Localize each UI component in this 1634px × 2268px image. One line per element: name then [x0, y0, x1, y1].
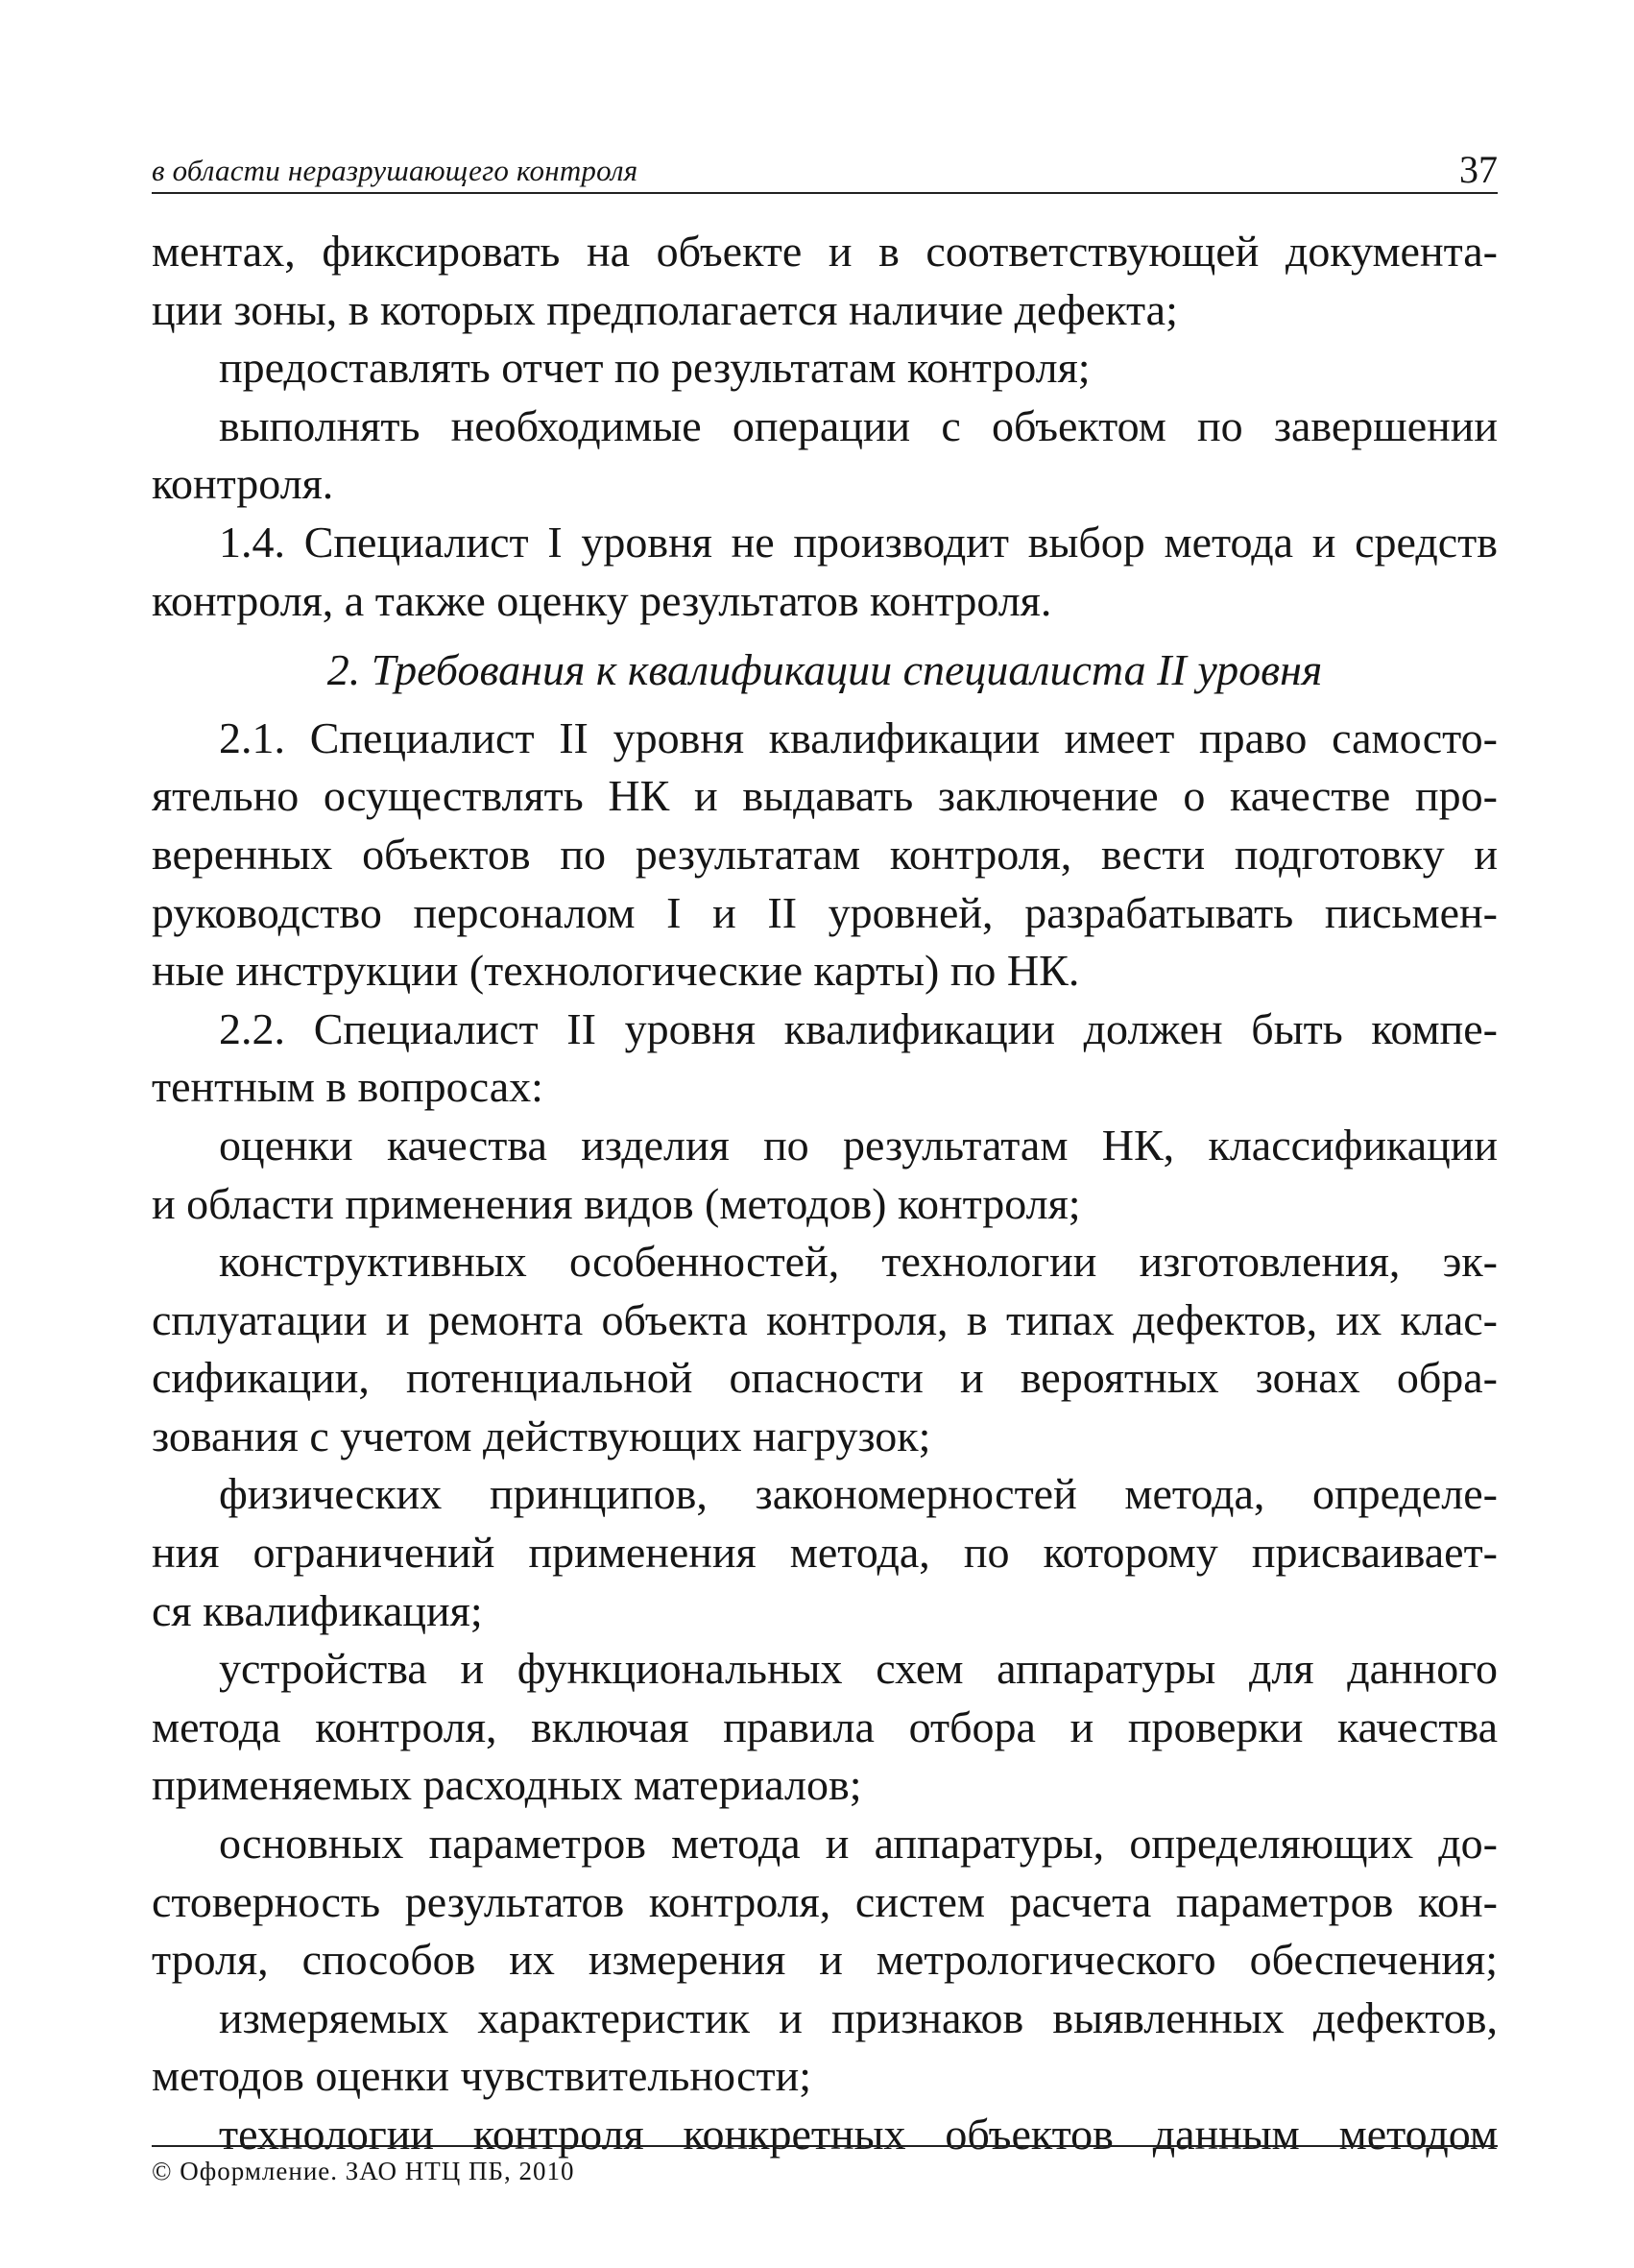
- page-footer: [152, 2145, 1498, 2186]
- text-line: устройства и функциональных схем аппаратуры для данного: [219, 1644, 1498, 1694]
- text-line: конструктивных особенностей, технологии изготовления, эк-: [219, 1237, 1498, 1287]
- text-line: троля, способов их измерения и метрологического обеспечения;: [152, 1935, 1498, 1985]
- text-line: выполнять необходимые операции с объектом по завершении: [219, 400, 1498, 450]
- text-line: предоставлять отчет по результатам контроля;: [219, 343, 1091, 393]
- text-line: ятельно осуществлять НК и выдавать заключение о качестве про-: [152, 771, 1498, 821]
- text-line: ментах, фиксировать на объекте и в соответствующей документа-: [152, 227, 1498, 276]
- page-body: [152, 223, 1498, 2164]
- text-line: тентным в вопросах:: [152, 1062, 543, 1112]
- text-line: контроля.: [152, 459, 334, 509]
- text-line: применяемых расходных материалов;: [152, 1760, 862, 1810]
- text-line: измеряемых характеристик и признаков выявленных дефектов,: [219, 1992, 1498, 2042]
- text-line: сификации, потенциальной опасности и вероятных зонах обра-: [152, 1353, 1498, 1403]
- text-line: физических принципов, закономерностей метода, определе-: [219, 1469, 1498, 1519]
- page-header: [152, 144, 1498, 194]
- text-line: оценки качества изделия по результатам НК, классификации: [219, 1120, 1498, 1170]
- text-line: технологии контроля конкретных объектов данным методом: [219, 2110, 1498, 2159]
- text-line: ния ограничений применения метода, по которому присваивает-: [152, 1528, 1498, 1578]
- text-line: руководство персоналом I и II уровней, разрабатывать письмен-: [152, 887, 1498, 937]
- text-line: метода контроля, включая правила отбора и проверки качества: [152, 1701, 1498, 1751]
- text-line: веренных объектов по результатам контроля, вести подготовку и: [152, 829, 1498, 879]
- text-line: зования с учетом действующих нагрузок;: [152, 1411, 931, 1460]
- running-title: в области неразрушающего контроля: [152, 154, 638, 187]
- text-line: и области применения видов (методов) контроля;: [152, 1178, 1081, 1228]
- text-line: стоверность результатов контроля, систем расчета параметров кон-: [152, 1876, 1498, 1926]
- text-line: 2.1. Специалист II уровня квалификации имеет право самосто-: [219, 712, 1498, 762]
- text-line: 1.4. Специалист I уровня не производит выбор метода и средств: [219, 517, 1498, 567]
- text-line: ные инструкции (технологические карты) по НК.: [152, 946, 1080, 996]
- copyright-notice: © Оформление. ЗАО НТЦ ПБ, 2010: [152, 2157, 575, 2185]
- text-line: контроля, а также оценку результатов контроля.: [152, 575, 1052, 625]
- text-line: методов оценки чувствительности;: [152, 2051, 812, 2101]
- text-line: ции зоны, в которых предполагается наличие дефекта;: [152, 284, 1178, 334]
- text-line: 2.2. Специалист II уровня квалификации должен быть компе-: [219, 1003, 1498, 1053]
- text-line: ся квалификация;: [152, 1585, 483, 1635]
- page-number: 37: [1459, 148, 1498, 191]
- text-line: сплуатации и ремонта объекта контроля, в типах дефектов, их клас-: [152, 1294, 1498, 1344]
- section-heading: 2. Требования к квалификации специалиста II уровня: [326, 645, 1323, 695]
- text-line: основных параметров метода и аппаратуры, определяющих до-: [219, 1819, 1498, 1869]
